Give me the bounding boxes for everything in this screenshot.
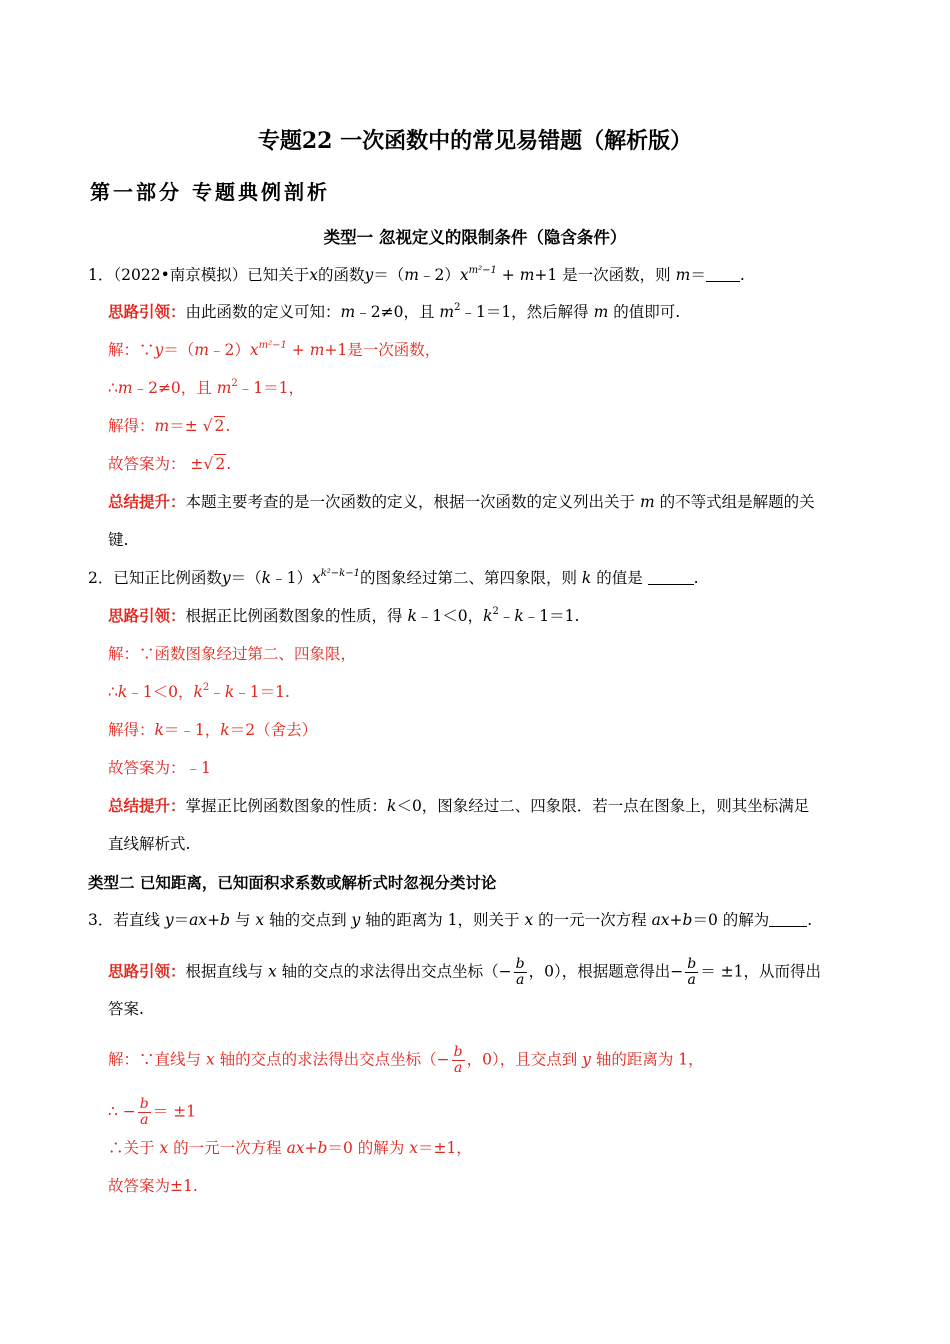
q1-summary-cont: 键.: [108, 531, 129, 549]
q3-hint: 思路引领：根据直线与 x 轴的交点的求法得出交点坐标（− $\frac{b}{a}$ ，0），根据题意得出− $\frac{b}{a}$ ＝ ±1，从而得出: [108, 956, 821, 988]
q3-question: 3．若直线 y＝ax+b 与 x 轴的交点到 y 轴的距离为 1，则关于 x 的一元一次方程 ax+b＝0 的解为 .: [88, 911, 813, 929]
q3-hint-cont: 答案.: [108, 1000, 144, 1018]
q2-answer: 故答案为：﹣1: [108, 759, 211, 777]
q1-answer: 故答案为： ±√ 2.: [108, 455, 232, 473]
q2-solution-3: 解得：k＝﹣1，k＝2（舍去）: [108, 721, 318, 739]
fraction-b-over-a: $\frac{b}{a}$: [687, 956, 697, 988]
part-heading: 第一部分 专题典例剖析: [90, 180, 330, 204]
q1-hint: 思路引领：由此函数的定义可知：m﹣2≠0，且 $m^2﹣1=1$，然后解得 m 的值即可.: [108, 302, 681, 321]
type2-heading: 类型二 已知距离，已知面积求系数或解析式时忽视分类讨论: [88, 873, 497, 892]
q2-summary: 总结提升：掌握正比例函数图象的性质：k＜0，图象经过二、四象限．若一点在图象上，则其坐标满足: [108, 796, 810, 815]
fraction-b-over-a: $\frac{b}{a}$: [515, 956, 525, 988]
q2-hint: 思路引领：根据正比例函数图象的性质，得 k﹣1＜0，$k^2﹣k﹣1=1$.: [108, 606, 580, 625]
answer-blank: [648, 584, 694, 585]
q2-solution-2: ∴k﹣1＜0，$k^2﹣k﹣1=1$.: [108, 682, 290, 701]
answer-blank: [769, 926, 807, 927]
q2-question: 2．已知正比例函数$y=(k﹣1)x^{k^2-k-1}$的图象经过第二、第四象限，则 k 的值是 .: [88, 568, 699, 587]
q3-answer: 故答案为±1.: [108, 1177, 198, 1195]
q3-solution-2: ∴ − $\frac{b}{a}$ ＝ ±1: [108, 1096, 197, 1128]
q1-summary: 总结提升：本题主要考查的是一次函数的定义，根据一次函数的定义列出关于 m 的不等式组是解题的关: [108, 492, 815, 511]
fraction-b-over-a: $\frac{b}{a}$: [453, 1044, 463, 1076]
type1-heading: 类型一 忽视定义的限制条件（隐含条件）: [323, 228, 627, 247]
q1-solution-3: 解得：m＝± √ 2.: [108, 417, 231, 435]
fraction-b-over-a: $\frac{b}{a}$: [139, 1096, 149, 1128]
q1-question: 1．（2022•南京模拟）已知关于x的函数$y=(m﹣2)x^{m^2-1} + m+1$ 是一次函数，则 m＝ .: [88, 265, 745, 284]
q2-summary-cont: 直线解析式.: [108, 835, 191, 853]
q3-solution-3: ∴关于 x 的一元一次方程 ax+b＝0 的解为 x＝±1，: [108, 1139, 472, 1157]
q1-solution-2: ∴m﹣2≠0，且 $m^2﹣1=1$，: [108, 378, 305, 397]
q3-solution-1: 解：∵直线与 x 轴的交点的求法得出交点坐标（− $\frac{b}{a}$ ，0），且交点到 y 轴的距离为 1，: [108, 1044, 704, 1076]
q2-solution-1: 解：∵函数图象经过第二、四象限，: [108, 645, 357, 663]
q1-solution-1: 解：$\because y=(m﹣2)x^{m^2-1} + m+1$是一次函数，: [108, 340, 441, 359]
answer-blank: [706, 281, 740, 282]
page-title: 专题22 一次函数中的常见易错题（解析版）: [257, 128, 693, 154]
